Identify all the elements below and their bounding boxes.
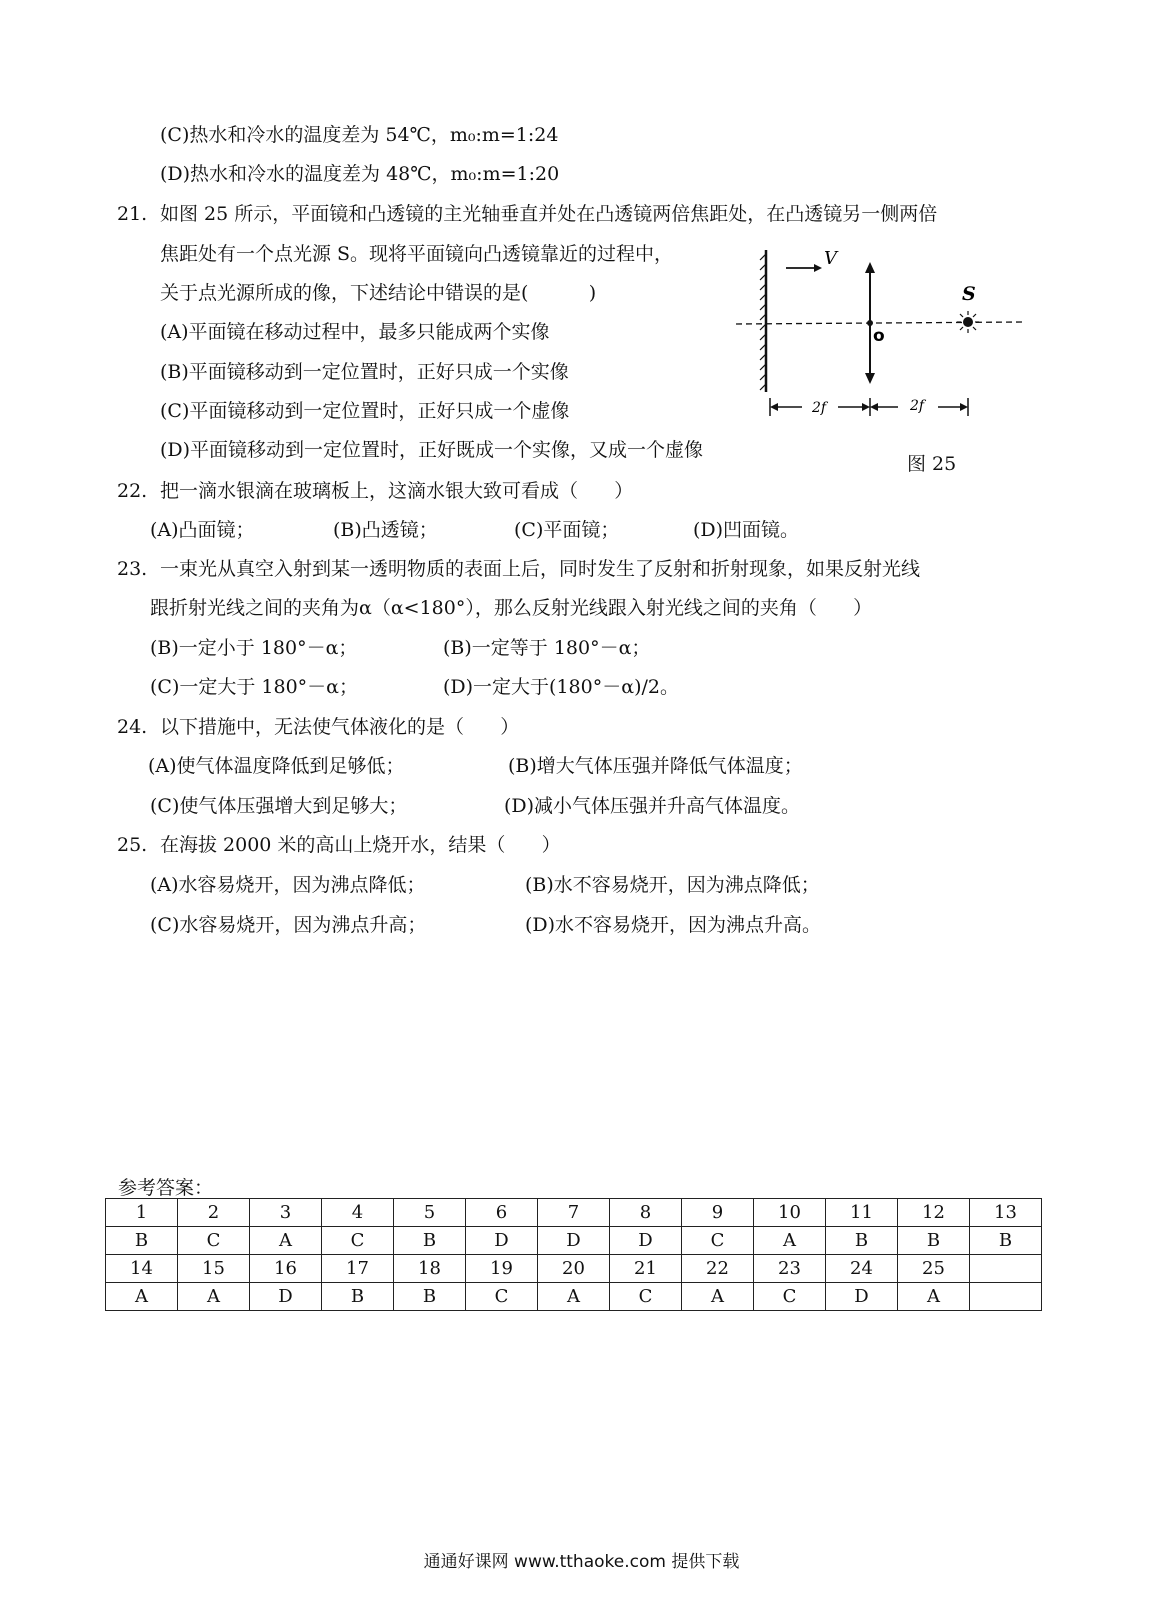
- question-24-option-c: (C)使气体压强增大到足够大；: [150, 795, 408, 817]
- answer-table: [105, 1198, 1042, 1311]
- plane-mirror: [760, 250, 766, 392]
- table-cell: 12: [898, 1199, 970, 1227]
- table-cell: A: [250, 1227, 322, 1255]
- question-24-option-d: (D)减小气体压强并升高气体温度。: [504, 795, 801, 817]
- table-cell: 9: [682, 1199, 754, 1227]
- question-22-option-a: (A)凸面镜；: [150, 519, 255, 541]
- table-row: [106, 1255, 1042, 1283]
- question-23-option-b: (B)一定等于 180°－α；: [443, 637, 651, 659]
- table-cell: C: [466, 1283, 538, 1311]
- question-24-option-b: (B)增大气体压强并降低气体温度；: [508, 755, 803, 777]
- table-cell: 16: [250, 1255, 322, 1283]
- table-cell: 13: [970, 1199, 1042, 1227]
- answers-title: 参考答案：: [118, 1177, 214, 1199]
- question-23-option-d: (D)一定大于(180°－α)/2。: [443, 676, 679, 698]
- question-25-option-d: (D)水不容易烧开，因为沸点升高。: [525, 914, 822, 936]
- distance-2f-left: 2f: [812, 400, 827, 416]
- table-cell: A: [106, 1283, 178, 1311]
- principal-axis: [736, 322, 1022, 324]
- table-cell: C: [610, 1283, 682, 1311]
- table-cell: B: [322, 1283, 394, 1311]
- table-cell: 17: [322, 1255, 394, 1283]
- question-23-number: 23.: [117, 558, 148, 580]
- figure-25-caption: 图 25: [907, 453, 957, 475]
- table-cell: D: [538, 1227, 610, 1255]
- table-cell: D: [826, 1283, 898, 1311]
- table-cell: 6: [466, 1199, 538, 1227]
- question-21-number: 21.: [117, 203, 148, 225]
- table-cell: 22: [682, 1255, 754, 1283]
- table-cell: A: [178, 1283, 250, 1311]
- table-cell: 3: [250, 1199, 322, 1227]
- question-23-option-a: (B)一定小于 180°－α；: [150, 637, 358, 659]
- question-21-option-a: (A)平面镜在移动过程中，最多只能成两个实像: [160, 321, 550, 343]
- question-21-option-b: (B)平面镜移动到一定位置时，正好只成一个实像: [160, 361, 569, 383]
- table-cell: B: [826, 1227, 898, 1255]
- table-cell: B: [394, 1283, 466, 1311]
- table-cell: 1: [106, 1199, 178, 1227]
- figure-25-optics-diagram: [730, 242, 1040, 442]
- table-cell: 14: [106, 1255, 178, 1283]
- table-cell: 20: [538, 1255, 610, 1283]
- table-row: [106, 1227, 1042, 1255]
- point-source-label: S: [962, 283, 976, 305]
- table-cell: B: [106, 1227, 178, 1255]
- table-cell: C: [178, 1227, 250, 1255]
- point-source-icon: [957, 311, 979, 333]
- table-cell: D: [466, 1227, 538, 1255]
- question-21-option-d: (D)平面镜移动到一定位置时，正好既成一个实像，又成一个虚像: [160, 439, 704, 461]
- question-23-option-c: (C)一定大于 180°－α；: [150, 676, 358, 698]
- table-cell: 25: [898, 1255, 970, 1283]
- table-row: [106, 1199, 1042, 1227]
- prev-option-c: (C)热水和冷水的温度差为 54℃，m₀:m=1:24: [160, 124, 559, 146]
- question-22-stem: 把一滴水银滴在玻璃板上，这滴水银大致可看成（ ）: [160, 480, 634, 502]
- question-25-option-c: (C)水容易烧开，因为沸点升高；: [150, 914, 427, 936]
- table-cell: C: [754, 1283, 826, 1311]
- table-cell: 8: [610, 1199, 682, 1227]
- table-cell: A: [754, 1227, 826, 1255]
- table-row: [106, 1283, 1042, 1311]
- table-cell: A: [682, 1283, 754, 1311]
- table-cell: 2: [178, 1199, 250, 1227]
- table-cell: 19: [466, 1255, 538, 1283]
- table-cell: D: [250, 1283, 322, 1311]
- question-24-number: 24.: [117, 716, 148, 738]
- table-cell: [970, 1283, 1042, 1311]
- table-cell: 21: [610, 1255, 682, 1283]
- question-22-option-b: (B)凸透镜；: [333, 519, 438, 541]
- question-25-option-b: (B)水不容易烧开，因为沸点降低；: [525, 874, 820, 896]
- question-22-number: 22.: [117, 480, 148, 502]
- prev-option-d: (D)热水和冷水的温度差为 48℃，m₀:m=1:20: [160, 163, 560, 185]
- table-cell: C: [322, 1227, 394, 1255]
- question-21-stem-line3: 关于点光源所成的像，下述结论中错误的是( ): [160, 282, 597, 304]
- question-23-stem-line2: 跟折射光线之间的夹角为α（α<180°），那么反射光线跟入射光线之间的夹角（ ）: [150, 597, 873, 619]
- table-cell: 23: [754, 1255, 826, 1283]
- question-25-stem: 在海拔 2000 米的高山上烧开水，结果（ ）: [160, 834, 561, 856]
- question-24-stem: 以下措施中，无法使气体液化的是（ ）: [160, 716, 520, 738]
- table-cell: B: [898, 1227, 970, 1255]
- table-cell: 7: [538, 1199, 610, 1227]
- table-cell: A: [538, 1283, 610, 1311]
- table-cell: B: [970, 1227, 1042, 1255]
- lens-center-label: o: [873, 326, 885, 346]
- table-cell: 4: [322, 1199, 394, 1227]
- table-cell: 15: [178, 1255, 250, 1283]
- velocity-arrow: [786, 264, 822, 272]
- question-24-option-a: (A)使气体温度降低到足够低；: [148, 755, 405, 777]
- page-footer: 通通好课网 www.tthaoke.com 提供下载: [423, 1552, 740, 1572]
- table-cell: B: [394, 1227, 466, 1255]
- table-cell: 5: [394, 1199, 466, 1227]
- question-25-option-a: (A)水容易烧开，因为沸点降低；: [150, 874, 426, 896]
- table-cell: [970, 1255, 1042, 1283]
- table-cell: 24: [826, 1255, 898, 1283]
- table-cell: 11: [826, 1199, 898, 1227]
- table-cell: 10: [754, 1199, 826, 1227]
- question-21-option-c: (C)平面镜移动到一定位置时，正好只成一个虚像: [160, 400, 570, 422]
- question-22-option-d: (D)凹面镜。: [693, 519, 800, 541]
- question-21-stem-line1: 如图 25 所示，平面镜和凸透镜的主光轴垂直并处在凸透镜两倍焦距处，在凸透镜另一侧两倍: [160, 203, 938, 225]
- table-cell: C: [682, 1227, 754, 1255]
- table-cell: A: [898, 1283, 970, 1311]
- question-25-number: 25.: [117, 834, 148, 856]
- table-cell: 18: [394, 1255, 466, 1283]
- question-22-option-c: (C)平面镜；: [514, 519, 620, 541]
- question-21-stem-line2: 焦距处有一个点光源 S。现将平面镜向凸透镜靠近的过程中，: [160, 243, 674, 265]
- distance-2f-right: 2f: [910, 398, 925, 414]
- table-cell: D: [610, 1227, 682, 1255]
- question-23-stem-line1: 一束光从真空入射到某一透明物质的表面上后，同时发生了反射和折射现象，如果反射光线: [160, 558, 921, 580]
- velocity-label: V: [824, 248, 837, 269]
